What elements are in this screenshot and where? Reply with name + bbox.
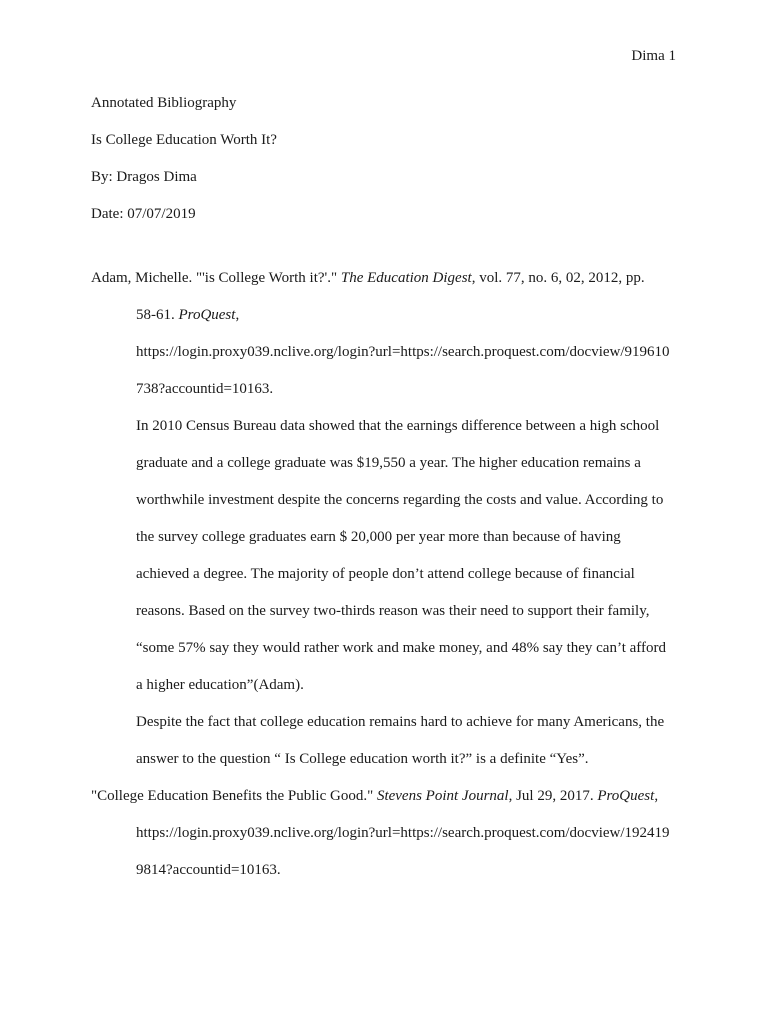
entry2-url-line1: https://login.proxy039.nclive.org/login?url=https://search.proquest.com/docview/192419 xyxy=(136,825,670,841)
document-question: Is College Education Worth It? xyxy=(91,132,277,148)
entry1-annotation-p1-line: “some 57% say they would rather work and make money, and 48% say they can’t afford xyxy=(136,640,666,656)
entry2-url-line2: 9814?accountid=10163. xyxy=(136,862,281,878)
entry2-date: , Jul 29, 2017. xyxy=(508,788,598,804)
entry1-annotation-p1-line: the survey college graduates earn $ 20,000 per year more than because of having xyxy=(136,529,621,545)
author-line: By: Dragos Dima xyxy=(91,169,197,185)
entry1-annotation-p1-line: reasons. Based on the survey two-thirds reason was their need to support their family, xyxy=(136,603,650,619)
entry1-annotation-p2-line: Despite the fact that college education remains hard to achieve for many Americans, the xyxy=(136,714,665,730)
entry1-annotation-p1-line: a higher education”(Adam). xyxy=(136,677,304,693)
entry1-pubinfo: , vol. 77, no. 6, 02, 2012, pp. xyxy=(471,270,645,286)
entry1-annotation-p2-line: answer to the question “ Is College education worth it?” is a definite “Yes”. xyxy=(136,751,589,767)
entry1-comma: , xyxy=(235,307,240,323)
entry2-comma: , xyxy=(654,788,659,804)
entry1-pages: 58-61. xyxy=(136,307,179,323)
entry1-database: ProQuest xyxy=(178,307,236,323)
date-line: Date: 07/07/2019 xyxy=(91,206,196,222)
entry1-citation-line2 xyxy=(136,305,239,325)
entry1-annotation-p1-line: In 2010 Census Bureau data showed that the earnings difference between a high school xyxy=(136,418,660,434)
running-head: Dima 1 xyxy=(631,48,676,64)
entry1-annotation-p1-line: graduate and a college graduate was $19,550 a year. The higher education remains a xyxy=(136,455,641,471)
entry1-url-line1: https://login.proxy039.nclive.org/login?url=https://search.proquest.com/docview/919610 xyxy=(136,344,670,360)
entry1-url-line2: 738?accountid=10163. xyxy=(136,381,274,397)
entry1-annotation-p1-line: worthwhile investment despite the concerns regarding the costs and value. According to xyxy=(136,492,664,508)
entry2-journal: Stevens Point Journal xyxy=(376,788,509,804)
entry1-annotation-p1-line: achieved a degree. The majority of people don’t attend college because of financial xyxy=(136,566,635,582)
entry1-citation-line1 xyxy=(91,268,645,288)
entry2-title: "College Education Benefits the Public Good." xyxy=(91,788,377,804)
entry2-citation-line1 xyxy=(91,786,658,806)
document-heading: Annotated Bibliography xyxy=(91,95,237,111)
entry2-database: ProQuest xyxy=(597,788,655,804)
entry1-author-title: Adam, Michelle. "'is College Worth it?'." xyxy=(91,270,341,286)
entry1-journal: The Education Digest xyxy=(340,270,472,286)
